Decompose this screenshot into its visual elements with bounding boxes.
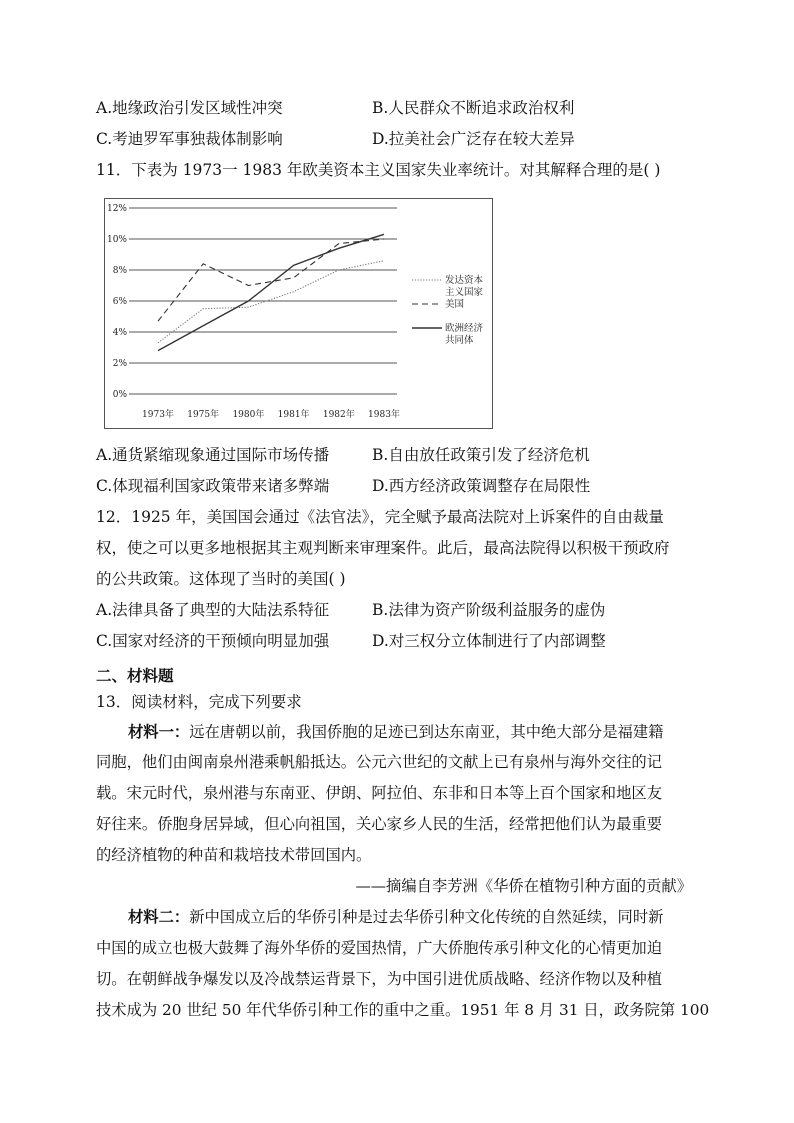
q12-stem-line-3: 的公共政策。这体现了当时的美国( ) bbox=[96, 570, 346, 588]
material-2-line-3: 切。在朝鲜战争爆发以及冷战禁运背景下，为中国引进优质战略、经济作物以及种植 bbox=[96, 970, 662, 988]
material-2-line-2: 中国的成立也极大鼓舞了海外华侨的爱国热情，广大侨胞传承引种文化的心情更加迫 bbox=[96, 939, 662, 957]
material-2-line-1: 材料二：新中国成立后的华侨引种是过去华侨引种文化传统的自然延续，同时新 bbox=[128, 908, 664, 926]
q12-option-d: D.对三权分立体制进行了内部调整 bbox=[372, 632, 606, 650]
y-tick-label: 0% bbox=[112, 390, 127, 400]
material-1-line-4: 好往来。侨胞身居异域，但心向祖国，关心家乡人民的生活，经常把他们认为最重要 bbox=[96, 815, 662, 833]
x-tick-label: 1981年 bbox=[277, 410, 310, 420]
y-tick-label: 6% bbox=[112, 297, 127, 307]
legend-label: 美国 bbox=[445, 299, 465, 310]
q10-option-a: A.地缘政治引发区域性冲突 bbox=[96, 99, 283, 117]
material-1-line-5: 的经济植物的种苗和栽培技术带回国内。 bbox=[96, 846, 372, 864]
q13-stem: 13．阅读材料，完成下列要求 bbox=[96, 693, 302, 711]
legend-label: 欧洲经济 bbox=[445, 323, 484, 334]
q11-option-c: C.体现福利国家政策带来诸多弊端 bbox=[96, 477, 330, 495]
legend-label: 主义国家 bbox=[445, 287, 484, 298]
q11-stem: 11．下表为 1973一 1983 年欧美资本主义国家失业率统计。对其解释合理的是( ) bbox=[96, 161, 661, 179]
x-tick-label: 1980年 bbox=[232, 410, 265, 420]
section-heading: 二、材料题 bbox=[96, 666, 174, 685]
q12-option-b: B.法律为资产阶级利益服务的虚伪 bbox=[372, 601, 606, 619]
material-1-line-2: 同胞，他们由闽南泉州港乘帆船抵达。公元六世纪的文献上已有泉州与海外交往的记 bbox=[96, 753, 662, 771]
q10-option-c: C.考迪罗军事独裁体制影响 bbox=[96, 130, 283, 148]
x-tick-label: 1983年 bbox=[368, 410, 400, 420]
material-1-line-3: 载。宋元时代，泉州港与东南亚、伊朗、阿拉伯、东非和日本等上百个国家和地区友 bbox=[96, 784, 662, 802]
q11-option-d: D.西方经济政策调整存在局限性 bbox=[372, 477, 591, 495]
y-tick-label: 4% bbox=[112, 328, 127, 338]
unemployment-line-chart bbox=[104, 198, 494, 430]
legend-label: 发达资本 bbox=[445, 275, 484, 286]
q11-option-a: A.通货紧缩现象通过国际市场传播 bbox=[96, 446, 330, 464]
y-tick-label: 8% bbox=[112, 266, 127, 276]
legend-label: 共同体 bbox=[445, 335, 474, 346]
x-tick-label: 1982年 bbox=[322, 410, 355, 420]
q12-option-c: C.国家对经济的干预倾向明显加强 bbox=[96, 632, 330, 650]
q12-stem-line-2: 权，使之可以更多地根据其主观判断来审理案件。此后，最高法院得以积极干预政府 bbox=[96, 539, 670, 557]
q10-option-b: B.人民群众不断追求政治权利 bbox=[372, 99, 575, 117]
material-2-line-4: 技术成为 20 世纪 50 年代华侨引种工作的重中之重。1951 年 8 月 31 日，政务院第 100 bbox=[96, 1001, 710, 1019]
q11-option-b: B.自由放任政策引发了经济危机 bbox=[372, 446, 590, 464]
q10-option-d: D.拉美社会广泛存在较大差异 bbox=[372, 130, 575, 148]
material-2-label: 材料二： bbox=[128, 908, 190, 926]
material-1-source: ——摘编自李芳洲《华侨在植物引种方面的贡献》 bbox=[355, 877, 692, 895]
y-tick-label: 2% bbox=[112, 359, 127, 369]
material-1-line-1: 材料一：远在唐朝以前，我国侨胞的足迹已到达东南亚，其中绝大部分是福建籍 bbox=[128, 723, 664, 741]
x-tick-label: 1975年 bbox=[187, 410, 220, 420]
x-tick-label: 1973年 bbox=[142, 410, 174, 420]
q12-option-a: A.法律具备了典型的大陆法系特征 bbox=[96, 601, 330, 619]
q12-stem-line-1: 12．1925 年，美国国会通过《法官法》，完全赋予最高法院对上诉案件的自由裁量 bbox=[96, 508, 664, 526]
y-tick-label: 12% bbox=[106, 204, 127, 214]
y-tick-label: 10% bbox=[106, 235, 127, 245]
material-1-label: 材料一： bbox=[128, 723, 190, 741]
